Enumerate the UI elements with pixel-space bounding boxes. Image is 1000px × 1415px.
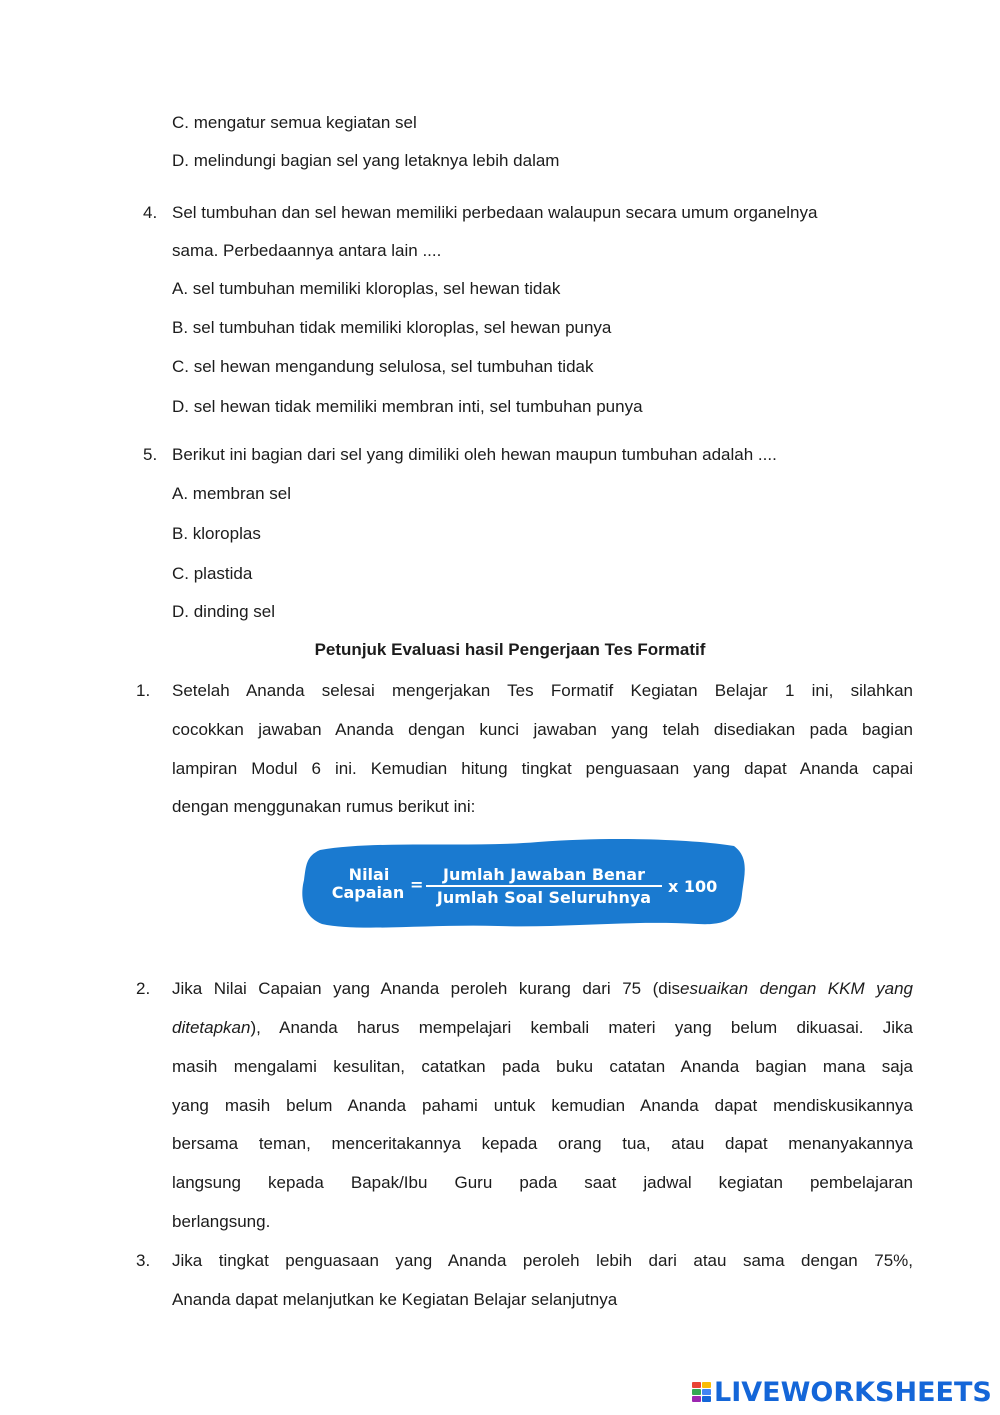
- eval-item2-line1-normal: Jika Nilai Capaian yang Ananda peroleh kurang dari 75 (dis: [172, 979, 681, 998]
- eval-item3-line1: Jika tingkat penguasaan yang Ananda peroleh lebih dari atau sama dengan 75%,: [172, 1251, 913, 1270]
- q5-number: 5.: [143, 445, 158, 464]
- q4-number: 4.: [143, 203, 158, 222]
- formula-lhs-line1: Nilai: [348, 865, 390, 884]
- q3-option-d: D. melindungi bagian sel yang letaknya lebih dalam: [172, 151, 560, 170]
- q4-option-b: B. sel tumbuhan tidak memiliki kloroplas, sel hewan punya: [172, 318, 612, 337]
- eval-item2-line1: [172, 978, 913, 1000]
- eval-item2-line2-normal: ), Ananda harus mempelajari kembali materi yang belum dikuasai. Jika: [250, 1018, 913, 1037]
- eval-item2-number: 2.: [136, 979, 151, 998]
- eval-item3-number: 3.: [136, 1251, 151, 1270]
- evaluation-title: Petunjuk Evaluasi hasil Pengerjaan Tes Formatif: [314, 640, 706, 659]
- formula-numerator: Jumlah Jawaban Benar: [443, 865, 645, 884]
- q4-option-c: C. sel hewan mengandung selulosa, sel tumbuhan tidak: [172, 357, 594, 376]
- eval-item2-line2: [172, 1017, 913, 1039]
- q4-stem-line1: Sel tumbuhan dan sel hewan memiliki perbedaan walaupun secara umum organelnya: [172, 203, 818, 222]
- eval-item1-line2: cocokkan jawaban Ananda dengan kunci jawaban yang telah disediakan pada bagian: [172, 720, 913, 739]
- formula-denominator: Jumlah Soal Seluruhnya: [436, 888, 652, 907]
- eval-item2-line7: berlangsung.: [172, 1212, 271, 1231]
- q5-stem: Berikut ini bagian dari sel yang dimiliki oleh hewan maupun tumbuhan adalah ....: [172, 445, 777, 464]
- q3-option-c: C. mengatur semua kegiatan sel: [172, 113, 417, 132]
- eval-item2-line2-italic: ditetapkan: [172, 1018, 251, 1037]
- formula-lhs-line2: Capaian: [331, 883, 405, 902]
- q4-option-a: A. sel tumbuhan memiliki kloroplas, sel hewan tidak: [172, 279, 561, 298]
- eval-item2-line6: langsung kepada Bapak/Ibu Guru pada saat jadwal kegiatan pembelajaran: [172, 1173, 913, 1192]
- liveworksheets-brand: [692, 1374, 992, 1410]
- eval-item1-line4: dengan menggunakan rumus berikut ini:: [172, 797, 476, 816]
- liveworksheets-logo-icon: [692, 1380, 712, 1404]
- eval-item2-line5: bersama teman, menceritakannya kepada orang tua, atau dapat menanyakannya: [172, 1134, 913, 1153]
- eval-item1-line1: Setelah Ananda selesai mengerjakan Tes Formatif Kegiatan Belajar 1 ini, silahkan: [172, 681, 913, 700]
- q5-option-d: D. dinding sel: [172, 602, 276, 621]
- formula-multiplier: x 100: [668, 877, 718, 896]
- q5-option-c: C. plastida: [172, 564, 253, 583]
- eval-item3-line2: Ananda dapat melanjutkan ke Kegiatan Belajar selanjutnya: [172, 1290, 618, 1309]
- eval-item1-line3: lampiran Modul 6 ini. Kemudian hitung tingkat penguasaan yang dapat Ananda capai: [172, 759, 913, 778]
- formula-fraction-bar: [426, 885, 662, 887]
- q4-option-d: D. sel hewan tidak memiliki membran inti, sel tumbuhan punya: [172, 397, 643, 416]
- q4-stem-line2: sama. Perbedaannya antara lain ....: [172, 241, 442, 260]
- liveworksheets-wordmark: LIVEWORKSHEETS: [714, 1376, 992, 1408]
- formula-equals: =: [410, 875, 424, 894]
- eval-item2-line4: yang masih belum Ananda pahami untuk kemudian Ananda dapat mendiskusikannya: [172, 1096, 913, 1115]
- eval-item2-line3: masih mengalami kesulitan, catatkan pada buku catatan Ananda bagian mana saja: [172, 1057, 913, 1076]
- eval-item2-line1-italic: esuaikan dengan KKM yang: [680, 979, 913, 998]
- formula-box: [298, 836, 750, 934]
- q5-option-a: A. membran sel: [172, 484, 292, 503]
- q5-option-b: B. kloroplas: [172, 524, 261, 543]
- eval-item1-number: 1.: [136, 681, 151, 700]
